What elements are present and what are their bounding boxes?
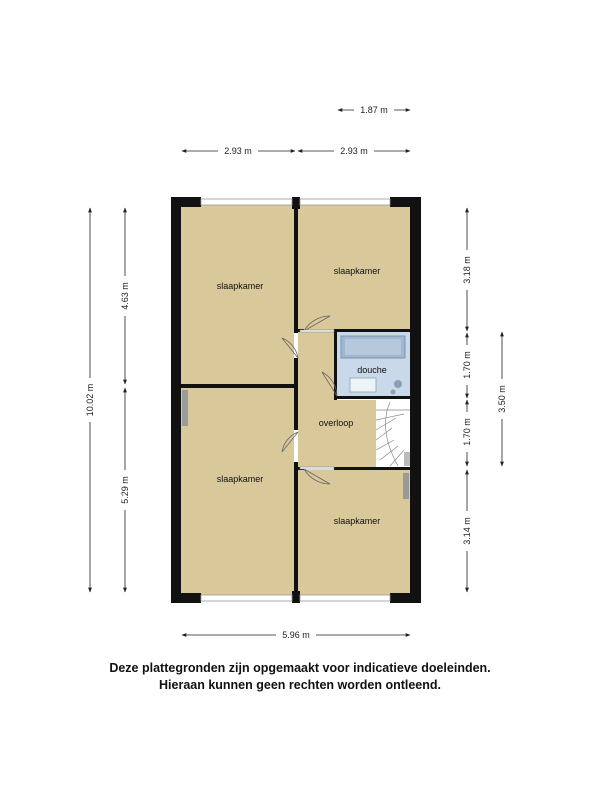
toilet-icon xyxy=(394,380,402,388)
room-label-bedroom-top-left: slaapkamer xyxy=(216,281,264,291)
room-label-bedroom-top-right: slaapkamer xyxy=(333,266,381,276)
dimension-left-upper: 4.63 m xyxy=(120,282,130,310)
room-label-landing: overloop xyxy=(318,418,354,428)
dimension-bottom-total: 5.96 m xyxy=(282,630,310,640)
staircase xyxy=(376,400,410,468)
room-label-bedroom-bottom-left: slaapkamer xyxy=(216,474,264,484)
landing-floor-lower xyxy=(336,400,376,468)
dimension-top-left: 2.93 m xyxy=(224,146,252,156)
bedroom-top-left-floor xyxy=(180,205,294,385)
dimension-top-right: 2.93 m xyxy=(340,146,368,156)
dimension-left-total: 10.02 m xyxy=(85,383,95,417)
sink xyxy=(350,378,376,392)
dimension-right-4: 3.14 m xyxy=(462,517,472,545)
dimension-right-outer: 3.50 m xyxy=(497,385,507,413)
dimension-right-3: 1.70 m xyxy=(462,418,472,446)
dimension-top-small: 1.87 m xyxy=(360,105,388,115)
dimension-right-1: 3.18 m xyxy=(462,256,472,284)
landing-floor xyxy=(298,332,336,468)
dimension-right-2: 1.70 m xyxy=(462,351,472,379)
bedroom-bottom-left-floor xyxy=(180,388,294,596)
disclaimer-line-2: Hieraan kunnen geen rechten worden ontleend. xyxy=(159,678,441,692)
room-label-bedroom-bottom-right: slaapkamer xyxy=(333,516,381,526)
disclaimer-line-1: Deze plattegronden zijn opgemaakt voor indicatieve doeleinden. xyxy=(109,661,491,675)
room-label-shower: douche xyxy=(357,365,387,375)
dimension-left-lower: 5.29 m xyxy=(120,476,130,504)
bedroom-bottom-right-floor xyxy=(298,470,410,596)
